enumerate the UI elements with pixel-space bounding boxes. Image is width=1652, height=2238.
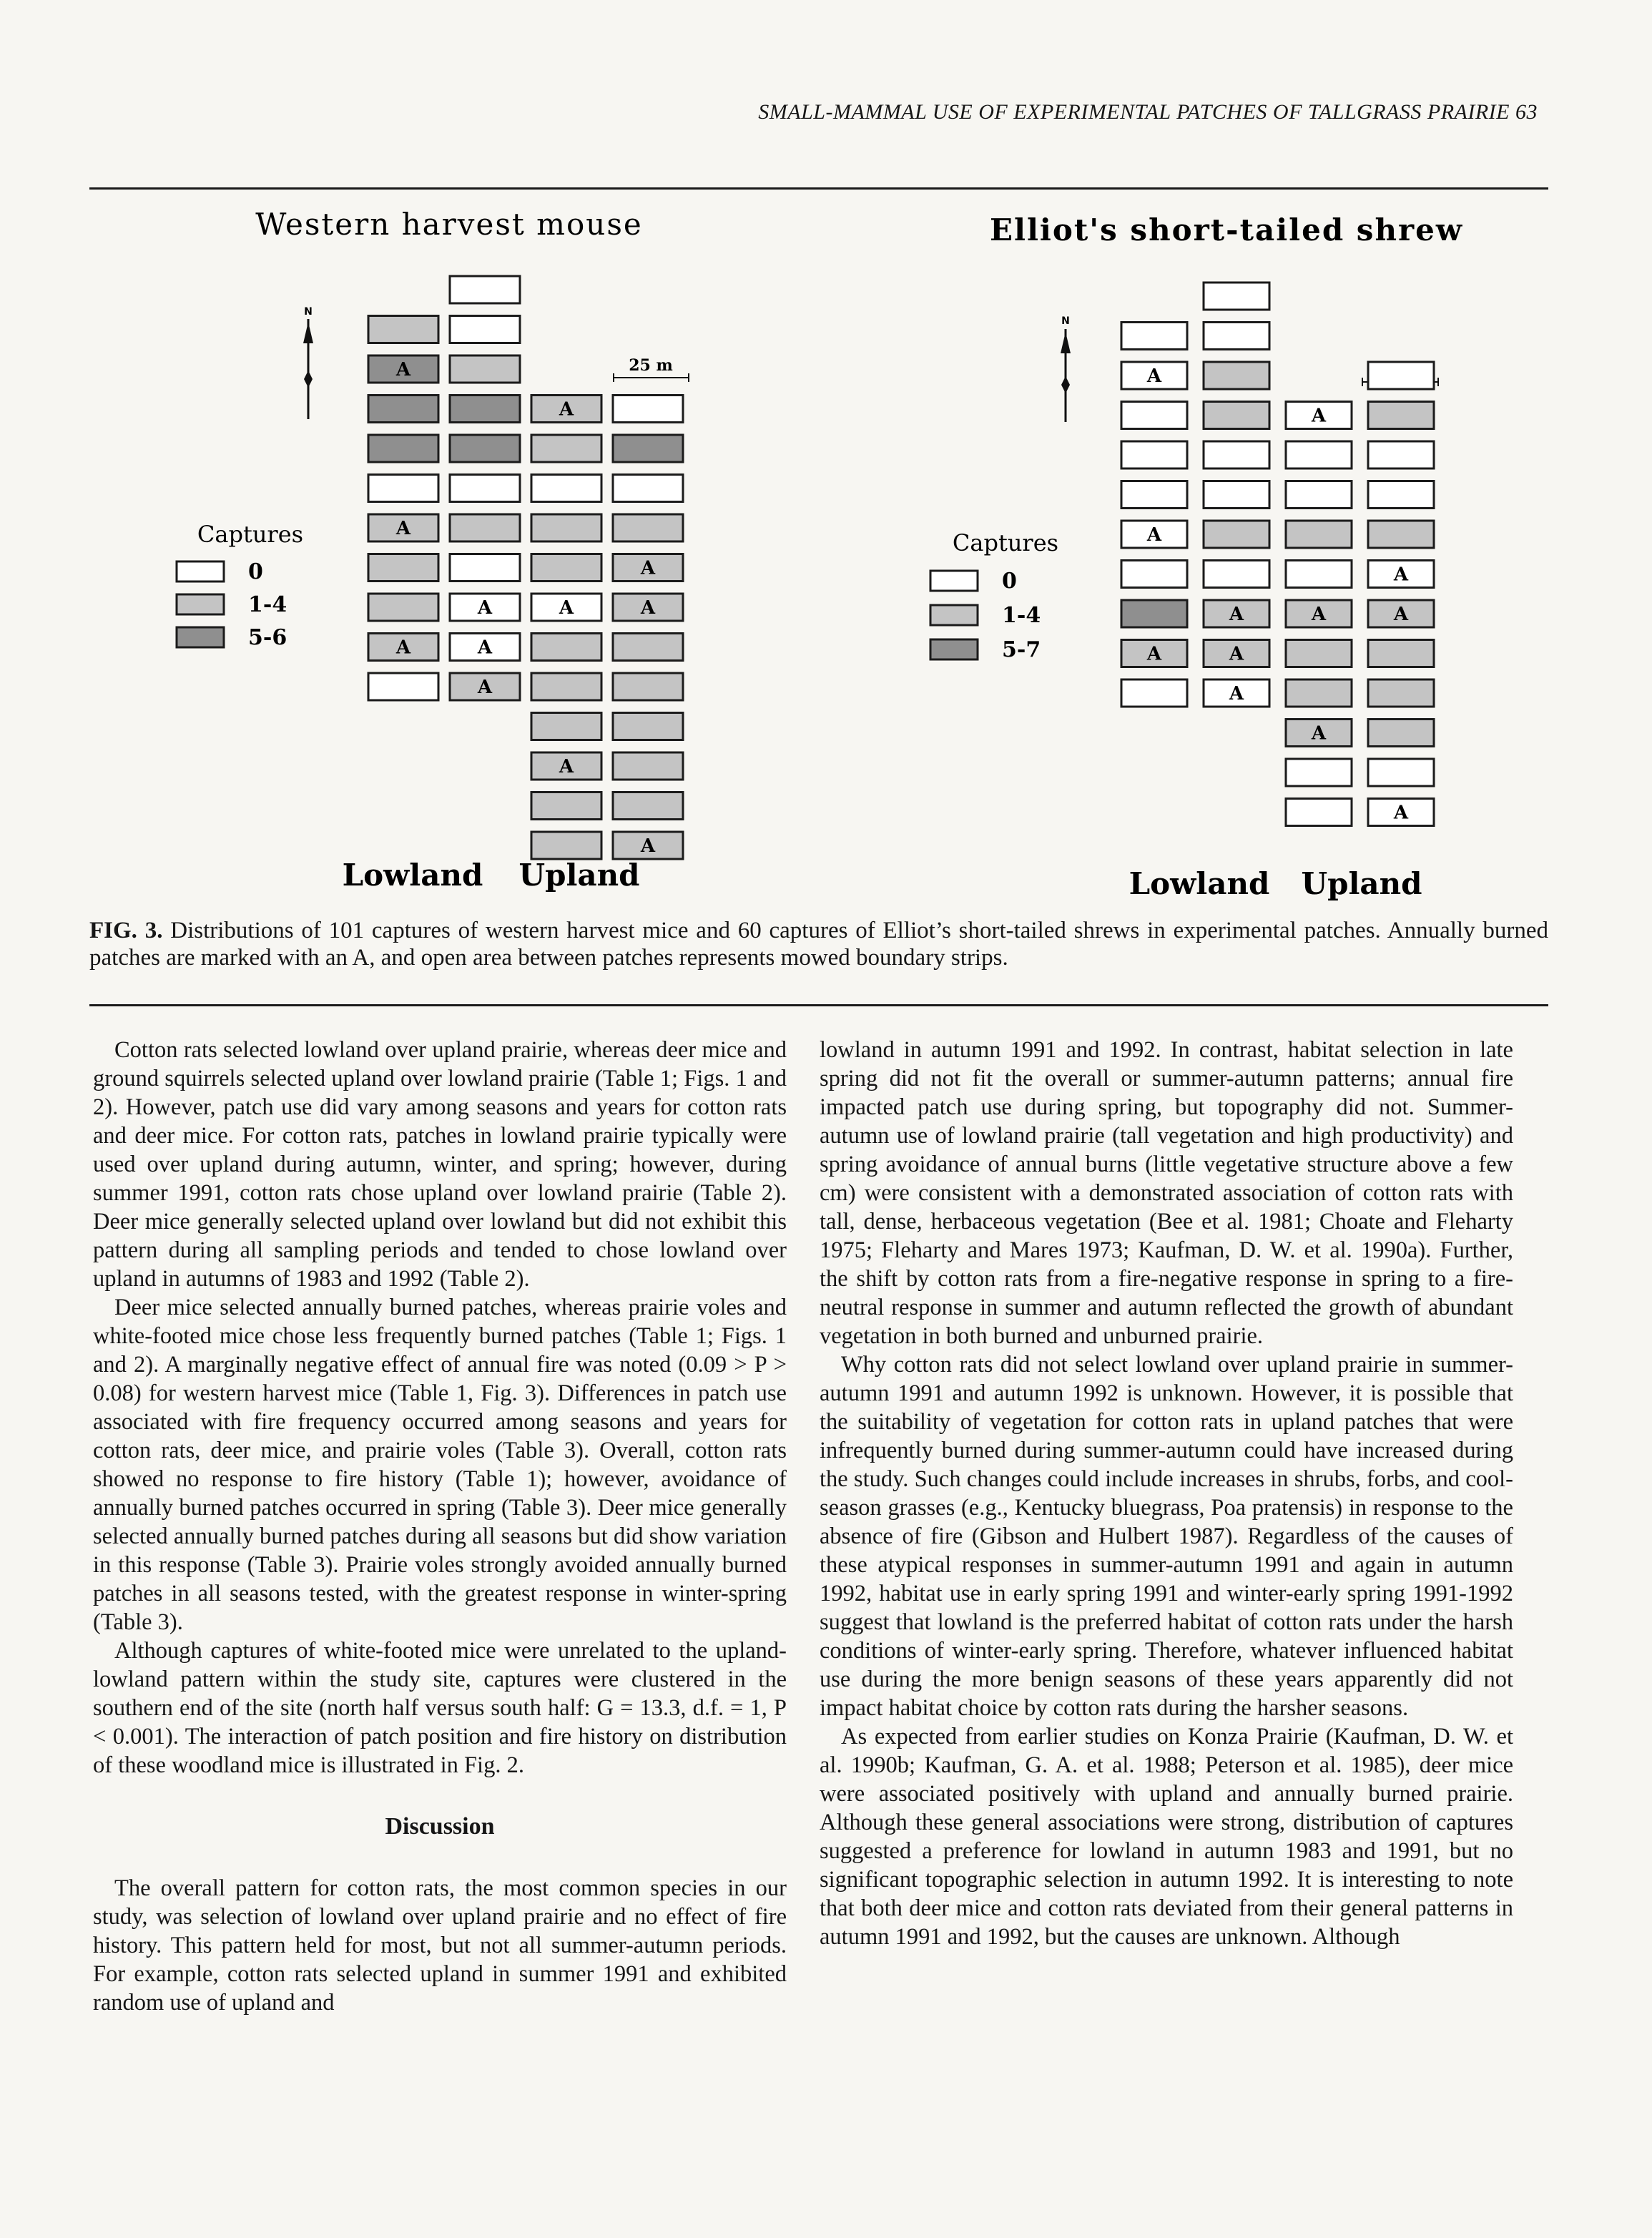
section-heading: Discussion: [385, 1813, 495, 1840]
patch-cell: [1286, 799, 1352, 826]
patch-cell: [613, 554, 683, 581]
legend-item: [930, 569, 1017, 594]
patch-cell: [531, 634, 601, 661]
annual-burn-mark: A: [477, 597, 493, 619]
patch-cell: [613, 594, 683, 621]
svg-text:Captures: Captures: [952, 529, 1059, 556]
annual-burn-mark: A: [1229, 604, 1244, 625]
patch-cell: [1368, 441, 1434, 468]
patch-cell: [1204, 679, 1269, 707]
annual-burn-mark: A: [1393, 564, 1409, 586]
annual-burn-mark: A: [477, 637, 493, 659]
patch-cell: [450, 554, 520, 581]
legend-right: [930, 529, 1058, 662]
patch-cell: [1286, 759, 1352, 786]
patch-cell: [613, 792, 683, 820]
patch-cell: [1121, 441, 1187, 468]
annual-burn-mark: A: [1311, 604, 1327, 625]
panel-title-left: Western harvest mouse: [255, 207, 643, 242]
annual-burn-mark: A: [1393, 802, 1409, 824]
patch-cell: [1286, 679, 1352, 707]
patch-cell: [1121, 481, 1187, 509]
patch-cell: [531, 435, 601, 462]
patch-cell: [368, 594, 438, 621]
patch-cell: [1286, 600, 1352, 627]
north-arrow-left: [303, 306, 313, 419]
patch-cell: [1121, 600, 1187, 627]
patch-cell: [613, 673, 683, 700]
caption-text: Distributions of 101 captures of western harvest mice and 60 captures of Elliot’s short-tailed shrews in experimental patches. Annually burned patches are marked with an A, and open area between patches represents mowed boundary strips.: [89, 918, 1548, 971]
patch-cell: [450, 673, 520, 700]
svg-text:N: N: [1061, 315, 1070, 327]
svg-text:25 m: 25 m: [629, 356, 673, 375]
patch-cell: [368, 396, 438, 423]
svg-text:1-4: 1-4: [248, 592, 287, 617]
svg-text:1-4: 1-4: [1002, 603, 1041, 628]
panel-title-right: Elliot's short-tailed shrew: [990, 212, 1463, 247]
right-panel-shrew: [930, 212, 1463, 901]
patch-cell: [531, 475, 601, 502]
paragraph: Although captures of white-footed mice were unrelated to the upland-lowland pattern within the study site, captures were clustered in the southern end of the site (north half versus south half: G = 13.3, d.f. = 1, P < 0.001). The interaction of patch position and fire history on distribution of these woodland mice is illustrated in Fig. 2.: [93, 1638, 787, 1778]
annual-burn-mark: A: [1393, 604, 1409, 625]
patch-cell: [450, 276, 520, 303]
patch-cell: [613, 435, 683, 462]
north-arrow-right: [1061, 315, 1071, 422]
patch-cell: [613, 713, 683, 740]
patch-cell: [1121, 362, 1187, 389]
patch-cell: [1204, 481, 1269, 509]
paragraph: Why cotton rats did not select lowland over upland prairie in summer-autumn 1991 and autumn 1992 is unknown. However, it is possible that the suitability of vegetation for cotton rats in upland patches that were infrequently burned during summer-autumn could have increased during the study. Such changes could include increases in shrubs, forbs, and cool-season grasses (e.g., Kentucky bluegrass, Poa pratensis) in response to the absence of fire (Gibson and Hulbert 1987). Regardless of the causes of these atypical responses in summer-autumn 1991 and again in autumn 1992, habitat use in early spring 1991 and winter-early spring 1991-1992 suggest that lowland is the preferred habitat of cotton rats under the harsh conditions of winter-early spring. Therefore, whatever influenced habitat use during the more benign seasons of these years apparently did not impact habitat choice by cotton rats during the harsher seasons.: [820, 1352, 1513, 1721]
patch-cell: [613, 514, 683, 541]
patch-cell: [450, 514, 520, 541]
patch-cell: [368, 634, 438, 661]
legend-item: [177, 592, 287, 617]
figure-top-rule: [89, 187, 1548, 190]
patch-cell: [1286, 640, 1352, 667]
annual-burn-mark: A: [1311, 722, 1327, 745]
lowland-label-left: Lowland: [342, 858, 483, 893]
upland-label-right: Upland: [1301, 866, 1422, 901]
patch-cell: [1204, 441, 1269, 468]
patch-cell: [1368, 561, 1434, 588]
scale-bar-left: [614, 356, 689, 382]
patch-cell: [1368, 402, 1434, 429]
patch-cell: [368, 435, 438, 462]
lowland-label-right: Lowland: [1129, 866, 1270, 901]
patch-cell: [1368, 679, 1434, 707]
running-header: SMALL-MAMMAL USE OF EXPERIMENTAL PATCHES OF TALLGRASS PRAIRIE 63: [758, 100, 1538, 124]
patch-cell: [450, 355, 520, 383]
annual-burn-mark: A: [640, 557, 656, 579]
patch-cell: [1368, 640, 1434, 667]
patch-cell: [1368, 759, 1434, 786]
patch-cell: [1121, 323, 1187, 350]
left-column: [93, 1036, 787, 2017]
patch-cell: [1204, 521, 1269, 548]
patch-cell: [1204, 323, 1269, 350]
paragraph: The overall pattern for cotton rats, the most common species in our study, was selection of lowland over upland prairie and no effect of fire history. This pattern held for most, but not all summer-autumn periods. For example, cotton rats selected upland in summer 1991 and exhibited random use of upland and: [93, 1875, 787, 2016]
legend-item: [177, 559, 263, 584]
annual-burn-mark: A: [1146, 365, 1162, 387]
patch-cell: [368, 355, 438, 383]
legend-left: [177, 521, 303, 650]
patch-cell: [450, 396, 520, 423]
right-column: [820, 1036, 1513, 1951]
patch-cell: [368, 673, 438, 700]
annual-burn-mark: A: [640, 597, 656, 619]
annual-burn-mark: A: [1311, 405, 1327, 427]
annual-burn-mark: A: [1146, 643, 1162, 665]
annual-burn-mark: A: [395, 518, 411, 539]
svg-text:N: N: [304, 306, 313, 318]
patch-cell: [531, 396, 601, 423]
left-panel-harvest-mouse: [177, 207, 689, 893]
patch-cell: [368, 514, 438, 541]
patch-cell: [1204, 600, 1269, 627]
patch-cell: [613, 396, 683, 423]
paragraph: lowland in autumn 1991 and 1992. In contrast, habitat selection in late spring did not fit the overall or summer-autumn patterns; annual fire impacted patch use during spring, but topography did not. Summer-autumn use of lowland prairie (tall vegetation and high productivity) and spring avoidance of annual burns (little vegetative structure above a few cm) were consistent with a demonstrated association of cotton rats with tall, dense, herbaceous vegetation (Bee et al. 1981; Choate and Fleharty 1975; Fleharty and Mares 1973; Kaufman, D. W. et al. 1990a). Further, the shift by cotton rats from a fire-negative response in spring to a fire-neutral response in summer and autumn reflected the growth of abundant vegetation in both burned and unburned prairie.: [820, 1037, 1513, 1349]
patch-cell: [1368, 799, 1434, 826]
annual-burn-mark: A: [1229, 683, 1244, 705]
patch-cell: [1121, 640, 1187, 667]
patch-cell: [1204, 640, 1269, 667]
patch-cell: [531, 673, 601, 700]
patch-cell: [1121, 561, 1187, 588]
legend-item: [930, 637, 1041, 662]
patch-cell: [1286, 441, 1352, 468]
paragraph: As expected from earlier studies on Konza Prairie (Kaufman, D. W. et al. 1990b; Kaufman, G. A. et al. 1988; Peterson et al. 1985), deer mice were associated positively with upland and annually burned prairie. Although these general associations were strong, distribution of captures suggested a preference for lowland in autumn 1983 and 1991, but no significant topographic selection in autumn 1992. It is interesting to note that both deer mice and cotton rats deviated from their general patterns in autumn 1991 and 1992, but the causes are unknown. Although: [820, 1724, 1513, 1950]
patch-cell: [1368, 362, 1434, 389]
patch-cell: [531, 713, 601, 740]
patch-cell: [1204, 561, 1269, 588]
patch-cell: [450, 316, 520, 343]
patch-cell: [1286, 720, 1352, 747]
annual-burn-mark: A: [640, 835, 656, 857]
annual-burn-mark: A: [559, 597, 574, 619]
patch-cell: [1204, 362, 1269, 389]
patch-cell: [613, 475, 683, 502]
upland-label-left: Upland: [518, 858, 640, 893]
legend-item: [177, 625, 287, 650]
patch-cell: [613, 634, 683, 661]
paragraph: Deer mice selected annually burned patches, whereas prairie voles and white-footed mice chose less frequently burned patches (Table 1; Figs. 1 and 2). A marginally negative effect of annual fire was noted (0.09 > P > 0.08) for western harvest mice (Table 1, Fig. 3). Differences in patch use associated with fire frequency occurred among seasons and years for cotton rats, deer mice, and prairie voles (Table 3). Overall, cotton rats showed no response to fire history (Table 1); however, avoidance of annually burned patches occurred in spring (Table 3). Deer mice generally selected annually burned patches during all seasons but did show variation in this response (Table 3). Prairie voles strongly avoided annually burned patches in all seasons tested, with the greatest response in winter-spring (Table 3).: [93, 1295, 787, 1635]
patch-cell: [450, 475, 520, 502]
svg-text:0: 0: [248, 559, 263, 584]
patch-cell: [368, 554, 438, 581]
patch-cell: [613, 752, 683, 780]
patch-cell: [1368, 481, 1434, 509]
patch-cell: [1286, 481, 1352, 509]
patch-cell: [1368, 600, 1434, 627]
svg-text:0: 0: [1002, 569, 1017, 594]
patch-cell: [450, 634, 520, 661]
patch-cell: [368, 475, 438, 502]
patch-cell: [1121, 679, 1187, 707]
patch-cell: [531, 792, 601, 820]
patch-cell: [1204, 402, 1269, 429]
patch-cell: [368, 316, 438, 343]
figure-caption: [89, 917, 1548, 972]
patch-cell: [1121, 402, 1187, 429]
patch-cell: [531, 514, 601, 541]
patch-grid-right: [1121, 283, 1434, 826]
svg-text:Captures: Captures: [197, 521, 304, 548]
annual-burn-mark: A: [559, 398, 574, 421]
patch-cell: [450, 594, 520, 621]
legend-item: [930, 603, 1041, 628]
annual-burn-mark: A: [395, 637, 411, 659]
annual-burn-mark: A: [477, 677, 493, 698]
patch-cell: [531, 752, 601, 780]
annual-burn-mark: A: [395, 359, 411, 381]
svg-text:5-7: 5-7: [1002, 637, 1041, 662]
patch-cell: [1368, 521, 1434, 548]
patch-cell: [450, 435, 520, 462]
patch-cell: [1368, 720, 1434, 747]
patch-cell: [1286, 561, 1352, 588]
patch-cell: [1204, 283, 1269, 310]
svg-text:5-6: 5-6: [248, 625, 287, 650]
figure-3: [89, 192, 1548, 914]
patch-cell: [1286, 402, 1352, 429]
figure-bottom-rule: [89, 1004, 1548, 1006]
patch-cell: [531, 594, 601, 621]
annual-burn-mark: A: [1146, 524, 1162, 546]
annual-burn-mark: A: [559, 756, 574, 777]
patch-cell: [531, 554, 601, 581]
caption-label: FIG. 3.: [89, 918, 163, 943]
patch-cell: [1121, 521, 1187, 548]
paragraph: Cotton rats selected lowland over upland prairie, whereas deer mice and ground squirrels selected upland over lowland prairie (Table 1; Figs. 1 and 2). However, patch use did vary among seasons and years for cotton rats and deer mice. For cotton rats, patches in lowland prairie typically were used over upland during autumn, winter, and spring; however, during summer 1991, cotton rats chose upland over lowland prairie (Table 2). Deer mice generally selected upland over lowland but did not exhibit this pattern during all sampling periods and tended to chose lowland over upland in autumns of 1983 and 1992 (Table 2).: [93, 1037, 787, 1292]
patch-cell: [531, 832, 601, 859]
patch-cell: [613, 832, 683, 859]
annual-burn-mark: A: [1229, 643, 1244, 665]
patch-cell: [1286, 521, 1352, 548]
